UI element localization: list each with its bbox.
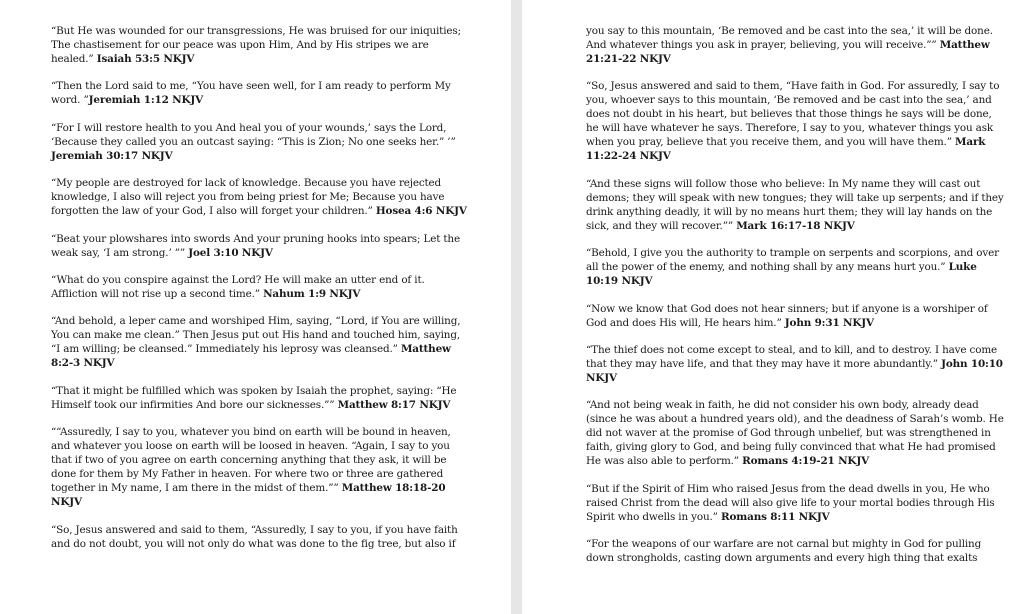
verse-paragraph: “My people are destroyed for lack of knowledge. Because you have rejected knowledge, I also will reject you from being priest for Me; Because you have forgotten the law of your God, I also will forget your children.” Hosea 4:6 NKJV [51,177,467,218]
verse-paragraph: ““Assuredly, I say to you, whatever you bind on earth will be bound in heaven, and whatever you loose on earth will be loosed in heaven. “Again, I say to you that if two of you agree on earth concerning anything that they ask, it will be done for them by My Father in heaven. For where two or three are gathered together in My name, I am there in the midst of them.”” Matthew 18:18-20 NKJV [51,426,451,509]
verse-paragraph: “So, Jesus answered and said to them, “Assuredly, I say to you, if you have faith and do not doubt, you will not only do what was done to the fig tree, but also if [51,523,458,550]
verse-reference: Romans 4:19-21 NKJV [742,455,869,468]
verse-reference: John 9:31 NKJV [784,316,874,329]
verse-reference: Matthew 8:2-3 NKJV [51,343,451,370]
verse-reference: Nahum 1:9 NKJV [263,287,361,300]
verse-paragraph: “Beat your plowshares into swords And your pruning hooks into spears; Let the weak say, ‘I am strong.’ ”” Joel 3:10 NKJV [51,232,460,259]
verse-paragraph: “What do you conspire against the Lord? He will make an utter end of it. Affliction will not rise up a second time.” Nahum 1:9 NKJV [51,273,425,300]
verse-reference: Luke 10:19 NKJV [586,261,977,288]
verse-paragraph: “For I will restore health to you And heal you of your wounds,’ says the Lord, ‘Because they called you an outcast saying: “This is Zion; No one seeks her.” ’” Jeremiah 30:17 NKJV [51,121,456,162]
verse-paragraph: “The thief does not come except to steal, and to kill, and to destroy. I have come that they may have life, and that they may have it more abundantly.” John 10:10 NKJV [586,343,1003,384]
verse-reference: Jeremiah 30:17 NKJV [51,149,173,162]
verse-paragraph: “Now we know that God does not hear sinners; but if anyone is a worshiper of God and does His will, He hears him.” John 9:31 NKJV [586,302,988,329]
verse-reference: Isaiah 53:5 NKJV [96,53,195,65]
verse-reference: John 10:10 NKJV [586,357,1003,384]
document-page-right[interactable] [522,0,1024,614]
verse-reference: Mark 11:22-24 NKJV [586,136,986,163]
verse-reference: Joel 3:10 NKJV [188,246,273,259]
verse-reference: Jeremiah 1:12 NKJV [88,94,204,107]
verse-paragraph: “Behold, I give you the authority to trample on serpents and scorpions, and over all the power of the enemy, and nothing shall by any means hurt you.” Luke 10:19 NKJV [586,247,999,288]
document-page-left[interactable] [0,0,511,614]
verse-paragraph: “And not being weak in faith, he did not consider his own body, already dead (since he was about a hundred years old), and the deadness of Sarah’s womb. He did not waver at the promise of God through unbelief, but was strengthened in faith, giving glory to God, and being fully convinced that what He had promised He was also able to perform.” Romans 4:19-21 NKJV [586,399,1004,468]
verse-paragraph: “But if the Spirit of Him who raised Jesus from the dead dwells in you, He who raised Christ from the dead will also give life to your mortal bodies through His Spirit who dwells in you.” Romans 8:11 NKJV [586,482,995,523]
verse-paragraph: “That it might be fulfilled which was spoken by Isaiah the prophet, saying: “He Himself took our infirmities And bore our sicknesses.”” Matthew 8:17 NKJV [51,384,457,411]
verse-reference: Matthew 18:18-20 NKJV [51,482,446,509]
verse-reference: Matthew 21:21-22 NKJV [586,39,990,65]
verse-reference: Romans 8:11 NKJV [721,510,830,523]
verse-paragraph: “So, Jesus answered and said to them, “Have faith in God. For assuredly, I say to you, whoever says to this mountain, ‘Be removed and be cast into the sea,’ and does not doubt in his heart, but believes that those things he says will be done, he will have whatever he says. Therefore, I say to you, whatever things you ask when you pray, believe that you receive them, and you will have them.” Mark 11:22-24 NKJV [586,80,1000,163]
verse-paragraph: “But He was wounded for our transgressions, He was bruised for our iniquities; The chastisement for our peace was upon Him, And by His stripes we are healed.” Isaiah 53:5 NKJV [51,25,461,65]
verse-paragraph: “For the weapons of our warfare are not carnal but mighty in God for pulling down strongholds, casting down arguments and every high thing that exalts [586,538,982,565]
verse-paragraph: “Then the Lord said to me, “You have seen well, for I am ready to perform My word. ”Jeremiah 1:12 NKJV [51,80,451,107]
verse-paragraph: “And these signs will follow those who believe: In My name they will cast out demons; they will speak with new tongues; they will take up serpents; and if they drink anything deadly, it will by no means hurt them; they will lay hands on the sick, and they will recover.”” Mark 16:17-18 NKJV [586,177,1004,232]
verse-paragraph: “And behold, a leper came and worshiped Him, saying, “Lord, if You are willing, You can make me clean.” Then Jesus put out His hand and touched him, saying, “I am willing; be cleansed.” Immediately his leprosy was cleansed.” Matthew 8:2-3 NKJV [51,315,461,370]
page-gap [511,0,522,614]
verse-reference: Hosea 4:6 NKJV [375,205,467,218]
verse-paragraph: you say to this mountain, ‘Be removed and be cast into the sea,’ it will be done. And whatever things you ask in prayer, believing, you will receive.”” Matthew 21:21-22 NKJV [586,25,993,65]
verse-reference: Matthew 8:17 NKJV [337,398,451,411]
verse-reference: Mark 16:17-18 NKJV [736,219,855,232]
